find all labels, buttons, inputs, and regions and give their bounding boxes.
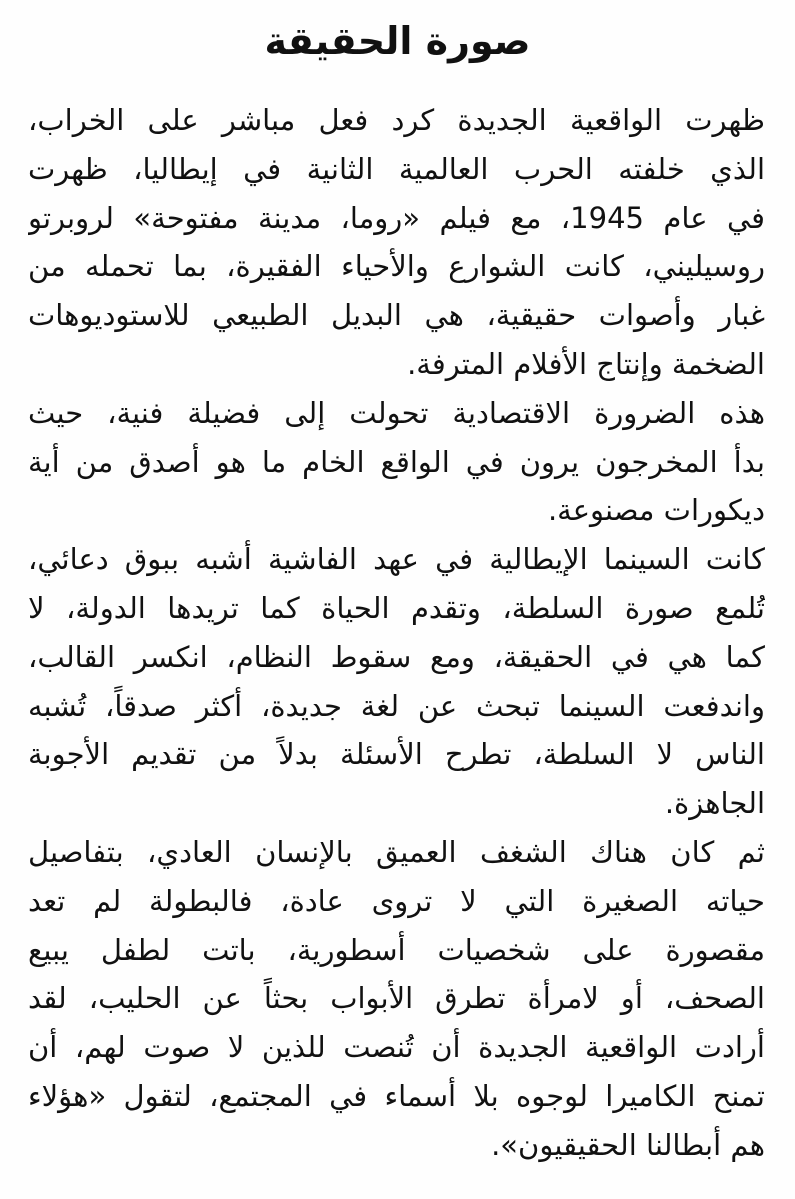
text-line: هذه الضرورة الاقتصادية تحولت إلى فضيلة فنية، حيث	[28, 395, 765, 430]
text-line: مقصورة على شخصيات أسطورية، باتت لطفل يبيع	[28, 932, 765, 967]
text-line: في عام 1945، مع فيلم «روما، مدينة مفتوحة» لروبرتو	[28, 200, 765, 235]
article-title: صورة الحقيقة	[264, 19, 531, 63]
text-line: كما هي في الحقيقة، ومع سقوط النظام، انكسر القالب،	[28, 639, 765, 674]
text-line: الناس لا السلطة، تطرح الأسئلة بدلاً من تقديم الأجوبة	[28, 737, 765, 772]
text-line: الصحف، أو لامرأة تطرق الأبواب بحثاً عن الحليب، لقد	[28, 981, 765, 1016]
text-line: أرادت الواقعية الجديدة أن تُنصت للذين لا صوت لهم، أن	[28, 1030, 765, 1065]
text-line: الضخمة وإنتاج الأفلام المترفة.	[407, 346, 765, 381]
text-line: ثم كان هناك الشغف العميق بالإنسان العادي، بتفاصيل	[28, 834, 765, 869]
text-line: الجاهزة.	[664, 786, 765, 821]
paragraph-1	[28, 96, 765, 389]
paragraph-4	[28, 828, 765, 1170]
text-line: هم أبطالنا الحقيقيون».	[491, 1127, 765, 1162]
text-line: تمنح الكاميرا لوجوه بلا أسماء في المجتمع، لتقول «هؤلاء	[28, 1078, 765, 1113]
text-line: تُلمع صورة السلطة، وتقدم الحياة كما تريدها الدولة، لا	[28, 590, 765, 625]
paragraph-2	[28, 389, 765, 535]
text-line: غبار وأصوات حقيقية، هي البديل الطبيعي للاستوديوهات	[28, 298, 765, 333]
text-line: حياته الصغيرة التي لا تروى عادة، فالبطولة لم تعد	[28, 883, 765, 918]
text-line: الذي خلفته الحرب العالمية الثانية في إيطاليا، ظهرت	[28, 151, 765, 186]
text-line: ديكورات مصنوعة.	[547, 493, 765, 528]
text-line: كانت السينما الإيطالية في عهد الفاشية أشبه ببوق دعائي،	[28, 542, 765, 577]
text-line: بدأ المخرجون يرون في الواقع الخام ما هو أصدق من أية	[28, 444, 765, 479]
paragraph-3	[28, 535, 765, 828]
text-line: روسيليني، كانت الشوارع والأحياء الفقيرة، بما تحمله من	[28, 249, 765, 284]
text-line: واندفعت السينما تبحث عن لغة جديدة، أكثر صدقاً، تُشبه	[28, 688, 765, 723]
article-body	[28, 96, 765, 1170]
text-line: ظهرت الواقعية الجديدة كرد فعل مباشر على الخراب،	[28, 103, 765, 137]
